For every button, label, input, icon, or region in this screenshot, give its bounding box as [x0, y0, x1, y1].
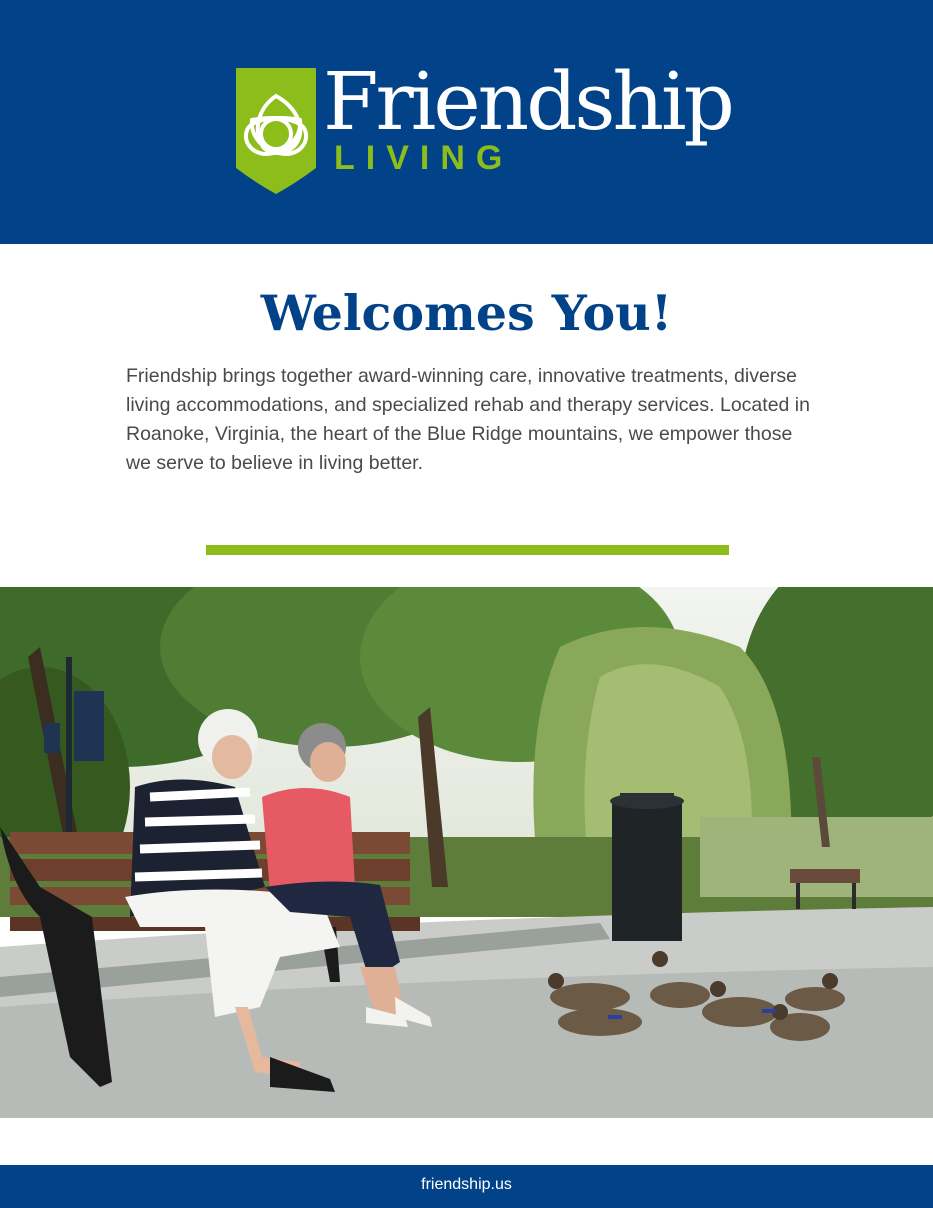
two-women-feeding-ducks-park-photo	[0, 587, 933, 1118]
page-header	[0, 0, 933, 244]
intro-paragraph: Friendship brings together award-winning care, innovative treatments, diverse living accommodations, and specialized rehab and therapy services. Located in Roanoke, Virginia, the heart of the Blue Ridge mountains, we empower those we serve to believe in living better.	[126, 365, 810, 474]
page-footer	[0, 1165, 933, 1208]
brand-name: Friendship	[323, 55, 732, 148]
brand-subtitle: LIVING	[334, 139, 514, 177]
welcome-heading: Welcomes You!	[260, 284, 673, 342]
triquetra-shield-icon	[236, 68, 316, 194]
green-divider	[206, 545, 729, 555]
website-link[interactable]: friendship.us	[421, 1176, 512, 1193]
